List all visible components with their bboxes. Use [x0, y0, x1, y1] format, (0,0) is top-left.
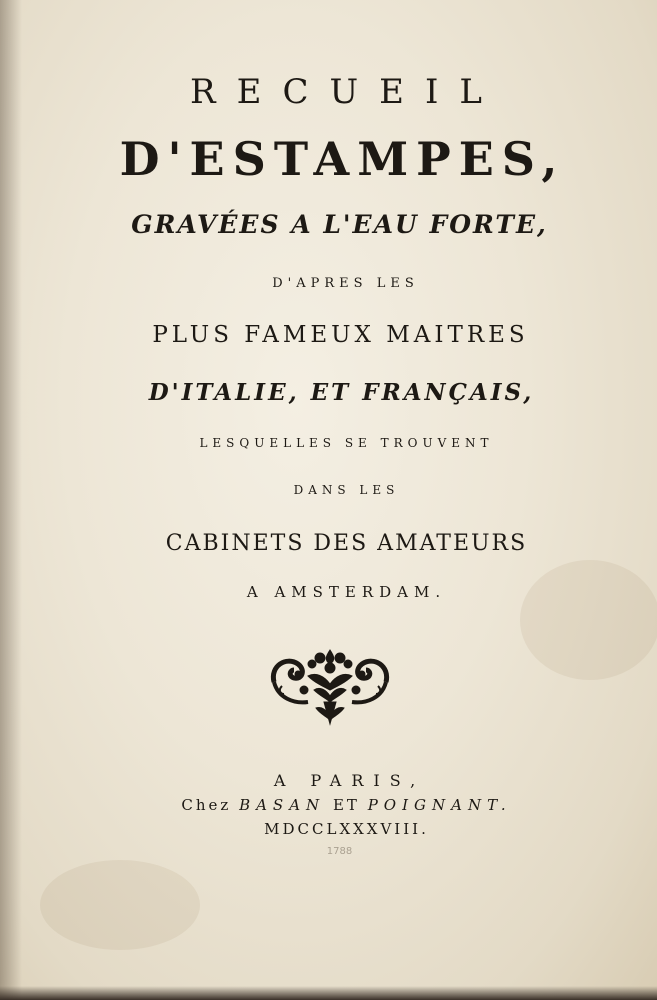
imprint-chez: Chez	[181, 796, 232, 814]
imprint-year: MDCCLXXXVIII.	[264, 820, 429, 838]
imprint-publishers	[0, 796, 657, 814]
subtitle-dans-les: DANS LES	[293, 483, 400, 497]
paper-stain	[40, 860, 200, 950]
title-line-estampes: D'ESTAMPES,	[119, 132, 566, 186]
subtitle-gravees: GRAVÉES A L'EAU FORTE,	[131, 210, 548, 239]
subtitle-maitres: PLUS FAMEUX MAITRES	[152, 322, 529, 348]
subtitle-cabinets: CABINETS DES AMATEURS	[165, 531, 528, 556]
imprint-publisher-basan: BASAN	[239, 796, 326, 814]
floral-ornament-icon	[268, 646, 392, 726]
subtitle-lesquelles: LESQUELLES SE TROUVENT	[199, 436, 494, 450]
paper-stain	[520, 560, 657, 680]
imprint-place: A PARIS,	[273, 771, 426, 790]
imprint-publisher-poignant: POIGNANT.	[367, 796, 512, 814]
subtitle-italie: D'ITALIE, ET FRANÇAIS,	[148, 379, 535, 406]
page-bottom-edge	[0, 986, 657, 1000]
title-line-recueil: RECUEIL	[190, 72, 503, 112]
subtitle-dapres: D'APRES LES	[272, 276, 419, 291]
imprint-et: ET	[332, 796, 360, 814]
subtitle-amsterdam: A AMSTERDAM.	[246, 583, 447, 601]
pencil-annotation: 1788	[326, 846, 353, 857]
